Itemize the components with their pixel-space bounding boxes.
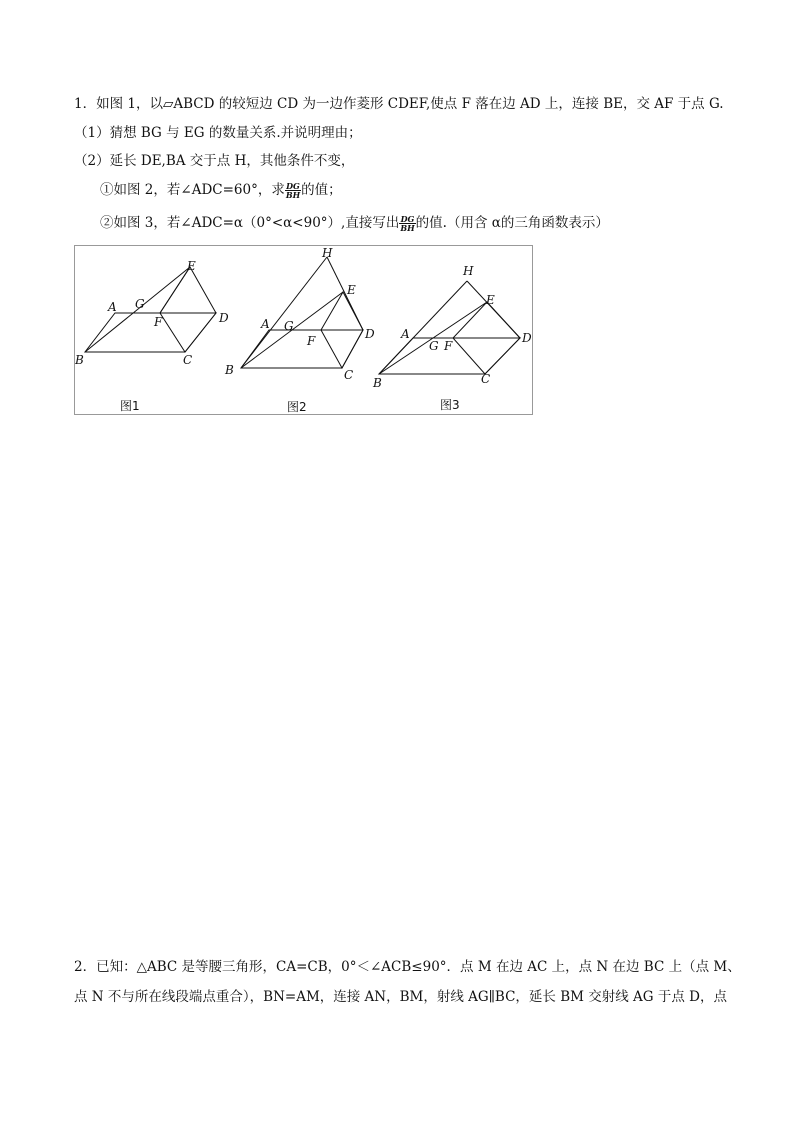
- label-h: H: [322, 246, 333, 260]
- label-d: D: [522, 331, 532, 345]
- figure-1: [75, 259, 229, 413]
- fraction-dg-bh: [285, 182, 301, 199]
- problem1-subpart2: [100, 214, 609, 232]
- label-c: C: [183, 353, 193, 367]
- caption-fig3: 图3: [440, 398, 460, 412]
- fraction-dg-bh-2: [399, 215, 415, 232]
- problem2-statement-line1: 2．已知：△ABC 是等腰三角形，CA=CB，0°＜∠ACB≤90°．点 M 在边 AC 上，点 N 在边 BC 上（点 M、: [74, 959, 741, 975]
- segment-ef: [160, 267, 190, 313]
- caption-fig2: 图2: [287, 400, 307, 414]
- fraction-denominator: BH: [400, 223, 415, 233]
- label-b: B: [75, 353, 84, 367]
- problem1-subpart1: [100, 181, 342, 199]
- subpart1-suffix: 的值；: [301, 182, 342, 198]
- rhombus-cdef: [160, 267, 216, 352]
- label-a: A: [401, 327, 410, 341]
- fraction-denominator: BH: [285, 190, 301, 200]
- label-f: F: [444, 339, 453, 353]
- label-g: G: [284, 319, 294, 333]
- label-b: B: [373, 376, 382, 390]
- label-e: E: [486, 293, 495, 307]
- subpart1-prefix: ①如图 2，若∠ADC=60°，求: [100, 182, 285, 198]
- label-e: E: [187, 259, 196, 273]
- segment-hd: [327, 257, 363, 330]
- label-f: F: [154, 315, 163, 329]
- caption-fig1: 图1: [120, 399, 140, 413]
- figures-panel: [74, 245, 533, 415]
- figure-3: [372, 264, 532, 412]
- fraction-numerator: DG: [400, 214, 415, 224]
- segment-bh: [379, 281, 467, 374]
- label-g: G: [135, 297, 145, 311]
- problem2-statement-line2: 点 N 不与所在线段端点重合），BN=AM，连接 AN，BM，射线 AG∥BC，延长 BM 交射线 AG 于点 D，点: [74, 989, 727, 1005]
- label-d: D: [219, 311, 229, 325]
- label-e: E: [347, 283, 356, 297]
- geometry-figures: [75, 246, 534, 416]
- fraction-numerator: DG: [286, 181, 300, 191]
- label-a: A: [261, 317, 270, 331]
- parallelogram-abcd: [85, 313, 216, 352]
- label-d: D: [365, 327, 375, 341]
- problem1-part2: （2）延长 DE,BA 交于点 H，其他条件不变，: [74, 153, 355, 169]
- label-a: A: [108, 300, 117, 314]
- subpart2-prefix: ②如图 3，若∠ADC=α（0°<α<90°）,直接写出: [100, 215, 400, 231]
- label-f: F: [307, 334, 316, 348]
- subpart2-suffix: 的值.（用含 α的三角函数表示）: [415, 215, 609, 231]
- problem1-part1: （1）猜想 BG 与 EG 的数量关系.并说明理由；: [74, 125, 362, 141]
- label-h: H: [463, 264, 474, 278]
- label-c: C: [344, 368, 354, 382]
- label-b: B: [225, 363, 234, 377]
- label-c: C: [481, 372, 491, 386]
- figure-2: [224, 246, 375, 414]
- problem1-statement: 1．如图 1，以▱ABCD 的较短边 CD 为一边作菱形 CDEF,使点 F 落在边 AD 上，连接 BE，交 AF 于点 G.: [74, 96, 724, 112]
- segment-bh: [241, 257, 327, 368]
- label-g: G: [429, 339, 439, 353]
